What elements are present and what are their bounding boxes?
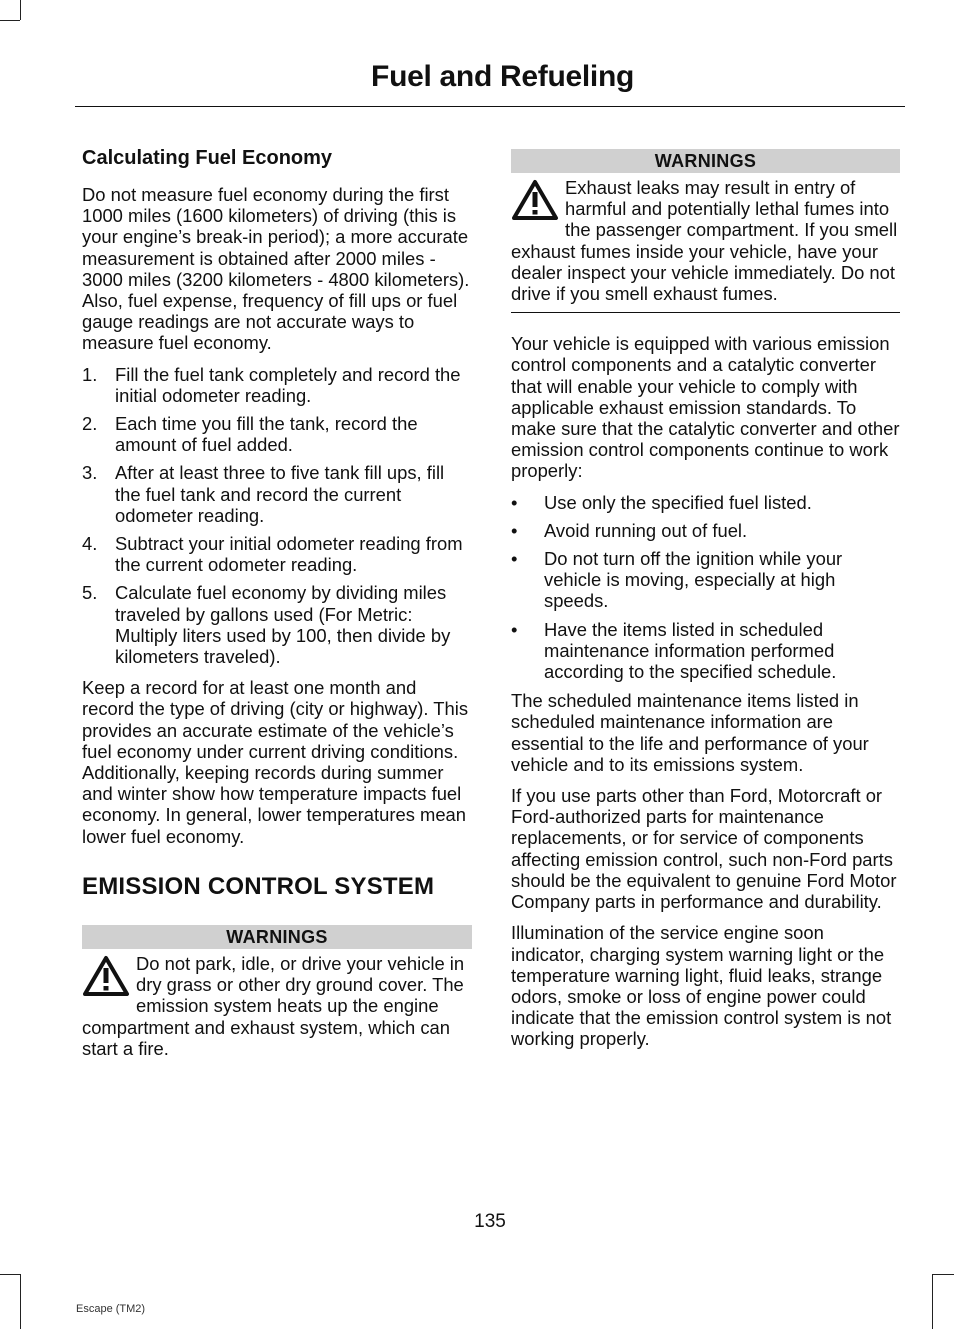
step-text: Each time you fill the tank, record the amount of fuel added.: [115, 413, 418, 456]
crop-mark: [20, 1274, 21, 1329]
record-paragraph: Keep a record for at least one month and record the type of driving (city or highway). This provides an accurate estimate of the vehicle’s fuel economy under current driving conditions. Additionally, keeping records during summer and winter show how temperature impacts fuel economy. In general, lower temperatures mean lower fuel economy.: [82, 677, 469, 847]
crop-mark: [0, 20, 20, 21]
warnings-label: WARNINGS: [511, 149, 900, 173]
warning-triangle-icon: [82, 955, 130, 997]
bullet-glyph: •: [511, 491, 518, 513]
step-number: 5.: [82, 582, 98, 604]
list-item: [82, 582, 472, 667]
crop-mark: [20, 0, 21, 20]
step-number: 4.: [82, 533, 98, 555]
list-item: [82, 364, 472, 406]
list-item: [82, 462, 472, 526]
warning-text: Exhaust leaks may result in entry of harmful and potentially lethal fumes into the passenger compartment. If you smell exhaust fumes inside your vehicle, have your dealer inspect your vehicle immediately. Do not drive if you smell exhaust fumes.: [511, 177, 898, 305]
step-text: Calculate fuel economy by dividing miles traveled by gallons used (For Metric: Multiply liters used by 100, then divide by kilometers traveled).: [115, 582, 451, 668]
fuel-economy-steps: [82, 364, 472, 668]
fuel-economy-intro: Do not measure fuel economy during the first 1000 miles (1600 kilometers) of driving (this is your engine’s break-in period); a more accurate measurement is obtained after 2000 miles - 3000 miles (3200 kilometers - 4800 kilometers). Also, fuel expense, frequency of fill ups or fuel gauge readings are not accurate ways to measure fuel economy.: [82, 184, 470, 354]
step-number: 2.: [82, 413, 98, 435]
bullet-text: Avoid running out of fuel.: [544, 519, 748, 541]
section-heading-emission: EMISSION CONTROL SYSTEM: [82, 872, 435, 900]
crop-mark: [0, 1274, 20, 1275]
indicator-paragraph: Illumination of the service engine soon indicator, charging system warning light or the temperature warning light, fluid leaks, strange odors, smoke or loss of engine power could indicate that the emission control system is not working properly.: [511, 922, 892, 1050]
step-number: 3.: [82, 462, 98, 484]
step-number: 1.: [82, 363, 98, 385]
left-column: [82, 146, 472, 1059]
step-text: After at least three to five tank fill ups, fill the fuel tank and record the current odometer reading.: [115, 462, 445, 526]
bullet-glyph: •: [511, 519, 518, 541]
crop-mark: [932, 1274, 954, 1275]
right-column: [511, 149, 900, 1060]
step-text: Subtract your initial odometer reading from the current odometer reading.: [115, 533, 463, 576]
warning-triangle-icon: [511, 179, 559, 221]
warning-box: [82, 953, 472, 1059]
list-item: [511, 548, 900, 612]
list-item: [82, 533, 472, 575]
maintenance-paragraph: The scheduled maintenance items listed in scheduled maintenance information are essential to the life and performance of your vehicle and to its emissions system.: [511, 690, 869, 775]
list-item: [511, 619, 900, 683]
bullet-text: Use only the specified fuel listed.: [544, 491, 812, 513]
bullet-glyph: •: [511, 618, 518, 640]
crop-mark: [932, 1274, 933, 1329]
parts-paragraph: If you use parts other than Ford, Motorcraft or Ford-authorized parts for maintenance replacements, or for service of components affecting emission control, such non-Ford parts should be the equivalent to genuine Ford Motor Company parts in performance and durability.: [511, 785, 897, 913]
header-divider: [75, 106, 905, 107]
page-number: 135: [474, 1211, 506, 1232]
bullet-text: Do not turn off the ignition while your vehicle is moving, especially at high speeds.: [544, 548, 843, 612]
warning-divider: [511, 312, 900, 313]
emission-bullets: [511, 492, 900, 683]
bullet-text: Have the items listed in scheduled maintenance information performed according to the specified schedule.: [544, 618, 837, 683]
emission-intro: Your vehicle is equipped with various emission control components and a catalytic converter that will enable your vehicle to comply with applicable exhaust emission standards. To make sure that the catalytic converter and other emission control components continue to work properly:: [511, 333, 900, 482]
list-item: [82, 413, 472, 455]
bullet-glyph: •: [511, 548, 518, 570]
list-item: [511, 492, 900, 513]
step-text: Fill the fuel tank completely and record the initial odometer reading.: [115, 363, 461, 406]
warning-text: Do not park, idle, or drive your vehicle in dry grass or other dry ground cover. The emission system heats up the engine compartment and exhaust system, which can start a fire.: [82, 952, 465, 1059]
page-title: Fuel and Refueling: [371, 60, 634, 93]
footer-model: Escape (TM2): [76, 1303, 146, 1315]
list-item: [511, 520, 900, 541]
warning-box: [511, 177, 900, 304]
warnings-label: WARNINGS: [82, 925, 472, 949]
section-heading-fuel-economy: Calculating Fuel Economy: [82, 147, 333, 169]
